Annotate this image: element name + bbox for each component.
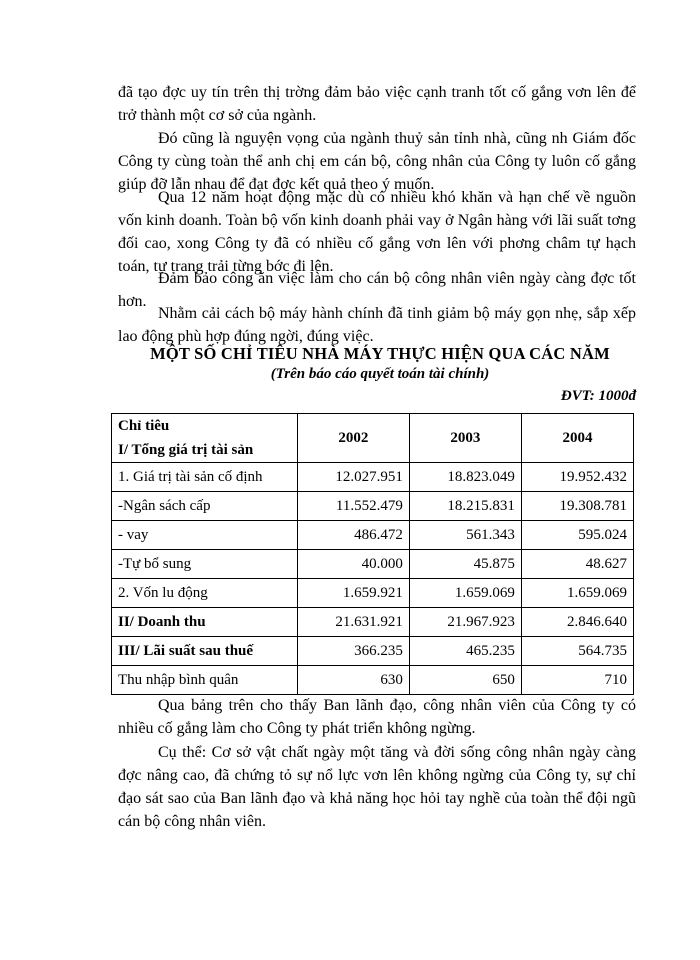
table-row [112, 608, 634, 637]
paragraph-aspiration: Đó cũng là nguyện vọng của ngành thuỷ sản tỉnh nhà, cũng nh Giám đốc Công ty cùng toàn thể anh chị em cán bộ, công nhân của Công ty luôn cố gắng giúp đỡ lẫn nhau để đạt đợc kết quả theo ý muốn. [118, 130, 636, 193]
unit-label: ĐVT: 1000đ [560, 388, 636, 404]
header-label-bottom: I/ Tổng giá trị tài sản [112, 438, 298, 463]
financial-table [111, 413, 634, 695]
table-row [112, 463, 634, 492]
row-label: III/ Lãi suất sau thuế [112, 637, 298, 666]
row-label: Thu nhập bình quân [112, 666, 298, 695]
header-label-top: Chỉ tiêu [112, 414, 298, 439]
cell-value: 2.846.640 [521, 608, 633, 637]
table-row [112, 521, 634, 550]
cell-value: 21.967.923 [409, 608, 521, 637]
paragraph-details: Cụ thể: Cơ sở vật chất ngày một tăng và đời sống công nhân ngày càng đợc nâng cao, đã chứng tỏ sự nổ lực vơn lên không ngừng của Công ty, sự chỉ đạo sát sao của Ban lãnh đạo và khả năng học hỏi tay nghề của toàn thể đội ngũ cán bộ công nhân viên. [118, 744, 636, 830]
year-header: 2002 [297, 414, 409, 463]
cell-value: 710 [521, 666, 633, 695]
cell-value: 561.343 [409, 521, 521, 550]
cell-value: 21.631.921 [297, 608, 409, 637]
cell-value: 19.308.781 [521, 492, 633, 521]
table-row [112, 550, 634, 579]
paragraph-operations: Qua 12 năm hoạt động mặc dù có nhiều khó khăn và hạn chế về nguồn vốn kinh doanh. Toàn bộ vốn kinh doanh phải vay ở Ngân hàng với lãi suất tơng đối cao, xong Công ty đã có nhiều cố gắng vơn lên với phơng châm tự hạch toán, tự trang trải từng bớc đi lên. [118, 189, 636, 275]
cell-value: 1.659.921 [297, 579, 409, 608]
paragraph-employment: Đảm bảo công ăn việc làm cho cán bộ công nhân viên ngày càng đợc tốt hơn. [118, 270, 636, 310]
table-subtitle: (Trên báo cáo quyết toán tài chính) [270, 366, 490, 382]
cell-value: 12.027.951 [297, 463, 409, 492]
row-label: 1. Giá trị tài sản cố định [112, 463, 298, 492]
row-label: -Ngân sách cấp [112, 492, 298, 521]
cell-value: 630 [297, 666, 409, 695]
row-label: II/ Doanh thu [112, 608, 298, 637]
cell-value: 19.952.432 [521, 463, 633, 492]
paragraph-continuation: đã tạo đợc uy tín trên thị trờng đảm bảo việc cạnh tranh tốt cố gắng vơn lên để trở thành một cơ sở của ngành. [118, 84, 636, 124]
cell-value: 486.472 [297, 521, 409, 550]
cell-value: 465.235 [409, 637, 521, 666]
table-row [112, 637, 634, 666]
row-label: 2. Vốn lu động [112, 579, 298, 608]
row-label: -Tự bổ sung [112, 550, 298, 579]
cell-value: 18.823.049 [409, 463, 521, 492]
cell-value: 595.024 [521, 521, 633, 550]
cell-value: 40.000 [297, 550, 409, 579]
table-row [112, 492, 634, 521]
year-header: 2004 [521, 414, 633, 463]
cell-value: 18.215.831 [409, 492, 521, 521]
table-row [112, 666, 634, 695]
paragraph-summary: Qua bảng trên cho thấy Ban lãnh đạo, công nhân viên của Công ty có nhiều cố gắng làm cho Công ty phát triển không ngừng. [118, 697, 636, 737]
cell-value: 48.627 [521, 550, 633, 579]
paragraph-reform: Nhằm cải cách bộ máy hành chính đã tinh giảm bộ máy gọn nhẹ, sắp xếp lao động phù hợp đúng ngời, đúng việc. [118, 305, 636, 345]
year-header: 2003 [409, 414, 521, 463]
table-header-row [112, 414, 634, 439]
cell-value: 1.659.069 [409, 579, 521, 608]
cell-value: 564.735 [521, 637, 633, 666]
row-label: - vay [112, 521, 298, 550]
cell-value: 1.659.069 [521, 579, 633, 608]
cell-value: 11.552.479 [297, 492, 409, 521]
cell-value: 366.235 [297, 637, 409, 666]
table-row [112, 579, 634, 608]
cell-value: 45.875 [409, 550, 521, 579]
cell-value: 650 [409, 666, 521, 695]
table-title: MỘT SỐ CHỈ TIÊU NHÀ MÁY THỰC HIỆN QUA CÁC NĂM [150, 344, 610, 363]
